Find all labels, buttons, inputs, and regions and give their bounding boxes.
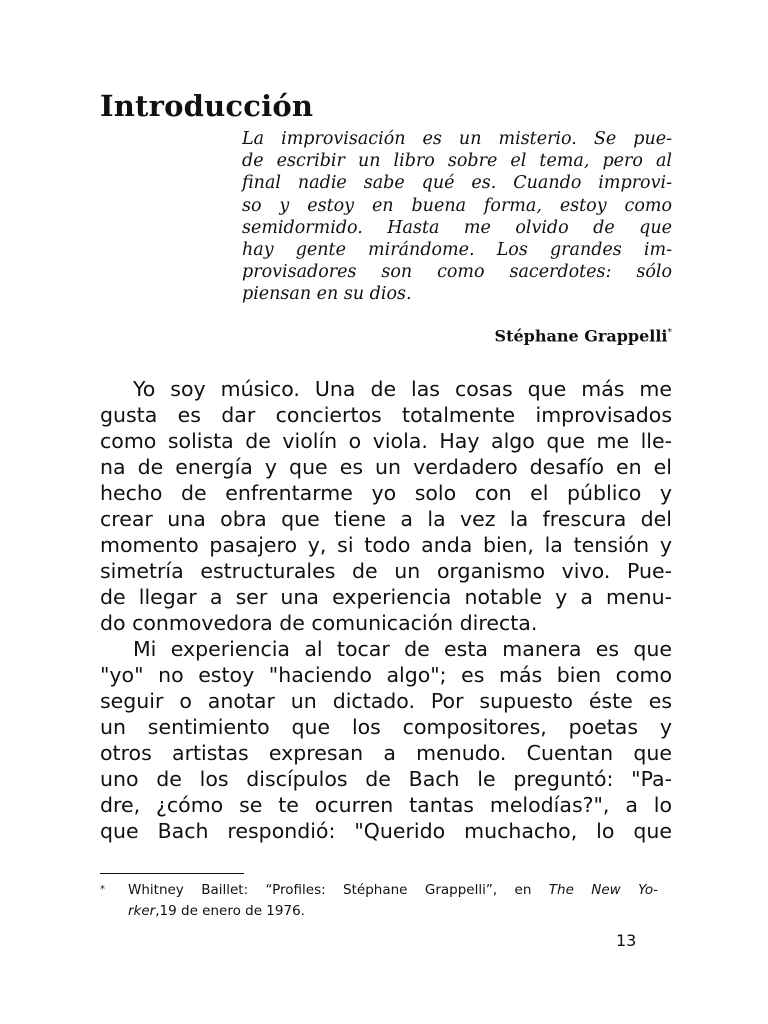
footnote-marker: * xyxy=(100,884,105,895)
paragraph-2-line: "yo" no estoy "haciendo algo"; es más bien como xyxy=(100,663,672,687)
paragraph-1-line: gusta es dar conciertos totalmente improvisados xyxy=(100,403,672,427)
paragraph-1-line: de llegar a ser una experiencia notable y a menu- xyxy=(100,585,672,609)
footnote-line xyxy=(128,901,658,922)
body-text xyxy=(100,376,672,844)
footnote-publication-title-end: rker xyxy=(128,903,156,919)
epigraph-line: piensan en su dios. xyxy=(242,284,412,305)
epigraph-line: provisadores son como sacerdotes: sólo xyxy=(242,262,672,283)
paragraph-2-line: dre, ¿cómo se te ocurren tantas melodías?", a lo xyxy=(100,793,672,817)
paragraph-2-line: un sentimiento que los compositores, poetas y xyxy=(100,715,672,739)
page-number: 13 xyxy=(616,931,637,950)
footnote-citation-text: Whitney Baillet: “Profiles: Stéphane Grappelli”, en xyxy=(128,882,549,898)
paragraph-2-line: seguir o anotar un dictado. Por supuesto éste es xyxy=(100,689,672,713)
paragraph-1-line: hecho de enfrentarme yo solo con el público y xyxy=(100,481,672,505)
epigraph-author-name: Stéphane Grappelli xyxy=(494,326,668,346)
footnote-line xyxy=(128,880,658,901)
paragraph-1-line: como solista de violín o viola. Hay algo que me lle- xyxy=(100,429,672,453)
footnote-reference: * xyxy=(667,328,672,338)
footnote xyxy=(100,880,658,922)
paragraph-1-line: simetría estructurales de un organismo vivo. Pue- xyxy=(100,559,672,583)
epigraph-line: La improvisación es un misterio. Se pue- xyxy=(242,129,672,149)
epigraph-author xyxy=(495,322,672,347)
paragraph-1-line: Yo soy músico. Una de las cosas que más me xyxy=(133,377,672,401)
epigraph-line: final nadie sabe qué es. Cuando improvi- xyxy=(242,173,672,194)
paragraph-2-line: Mi experiencia al tocar de esta manera es que xyxy=(133,637,672,661)
book-page xyxy=(100,0,672,1024)
paragraph-1-line: momento pasajero y, si todo anda bien, la tensión y xyxy=(100,533,672,557)
epigraph-line: hay gente mirándome. Los grandes im- xyxy=(242,239,672,260)
footnote-date: ,19 de enero de 1976. xyxy=(155,903,305,919)
paragraph-1-line: na de energía y que es un verdadero desafío en el xyxy=(100,455,672,479)
paragraph-1-line: crear una obra que tiene a la vez la frescura del xyxy=(100,507,672,531)
chapter-title: Introducción xyxy=(100,89,314,123)
epigraph-line: so y estoy en buena forma, estoy como xyxy=(242,195,672,216)
epigraph-line: de escribir un libro sobre el tema, pero al xyxy=(242,151,672,172)
paragraph-2-line: uno de los discípulos de Bach le preguntó: "Pa- xyxy=(100,767,672,791)
footnote-divider xyxy=(100,873,244,874)
paragraph-2-line: que Bach respondió: "Querido muchacho, lo que xyxy=(100,819,672,843)
epigraph-line: semidormido. Hasta me olvido de que xyxy=(242,217,672,238)
paragraph-2-line: otros artistas expresan a menudo. Cuentan que xyxy=(100,741,672,765)
footnote-publication-title: The New Yo- xyxy=(548,882,658,898)
epigraph xyxy=(242,128,672,346)
paragraph-1-line: do conmovedora de comunicación directa. xyxy=(100,611,538,635)
